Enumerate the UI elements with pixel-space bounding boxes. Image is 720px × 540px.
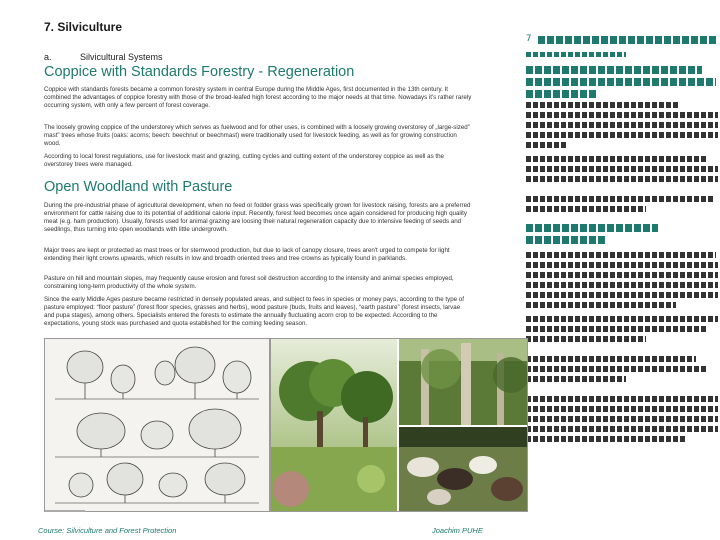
- section-title: Silvicultural Systems: [80, 52, 163, 62]
- glyph-line: [526, 156, 708, 162]
- glyph-line: [526, 426, 718, 432]
- paragraph: According to local forest regulations, use for livestock mast and grazing, cutting cycles and cutting extent of the understorey coppice as well as the overstorey trees were managed.: [44, 153, 444, 168]
- paragraph: Coppice with standards forests became a common forestry system in central Europe during the Middle Ages, first documented in the 13th century. It combined the advantages of coppice forestry with those of the broad-leafed high forest according to the major needs at that time. Nowadays it's rather rarely occurring system, with only a few percent of forest coverage.: [44, 86, 472, 109]
- glyph-line: [526, 66, 702, 74]
- glyph-line: [526, 236, 606, 244]
- glyph-line: [526, 142, 566, 148]
- glyph-line: [526, 406, 718, 412]
- glyph-line: [526, 196, 714, 202]
- paragraph: Pasture on hill and mountain slopes, may frequently cause erosion and forest soil destruction according to the intensity and animal species employed, constraining long-term productivity of the whole system.: [44, 275, 454, 290]
- woodland-pasture-photo: [270, 338, 528, 512]
- glyph-line: [526, 52, 626, 57]
- glyph-line: [526, 326, 706, 332]
- paragraph: Major trees are kept or protected as mast trees or for sternwood production, but due to lack of canopy closure, trees aren't urged to compete for light extending their light crowns upwards, which results in low and broadth oriented trees and tree crowns as typically found in parklands.: [44, 247, 450, 262]
- glyph-line: [526, 206, 646, 212]
- glyph-line: [526, 376, 626, 382]
- glyph-line: [538, 36, 718, 44]
- glyph-line: [526, 366, 706, 372]
- glyph-line: [526, 90, 596, 98]
- glyph-line: [526, 416, 718, 422]
- right-column: [524, 32, 720, 512]
- heading-woodland-pasture: Open Woodland with Pasture: [44, 179, 233, 195]
- footer-course: Course: Silviculture and Forest Protection: [38, 526, 177, 535]
- glyph-line: [526, 436, 686, 442]
- chapter-title: 7. Silviculture: [44, 20, 123, 34]
- glyph-line: [526, 112, 718, 118]
- heading-coppice: Coppice with Standards Forestry - Regeneration: [44, 64, 355, 80]
- glyph-line: [526, 176, 718, 182]
- paragraph: Since the early Middle Ages pasture became restricted in densely populated areas, and subject to fees in species or money pays, according to the type of pasture employed: “floor pasture” (forest floor species, grasses and herbs), wood pasture (buds, fruits and leaves), “earth pasture” (forest insects, larvae and pupa stages), among others. Specialists entered the forests to estimate the annually fluctuating acorn crop to be expected. According to the expectations, young stock was purchased and quota established for the coming feeding season.: [44, 296, 464, 327]
- woodland-pasture-photo-svg: [271, 339, 527, 511]
- glyph-line: [526, 356, 696, 362]
- figure-source-line: [45, 510, 85, 512]
- glyph-line: [526, 224, 658, 232]
- glyph-line: [526, 302, 676, 308]
- glyph-line: [526, 396, 718, 402]
- footer-author: Joachim PUHE: [432, 526, 483, 535]
- paragraph: The loosely growing coppice of the understorey which serves as fuelwood and for other uses, is combined with a loosely growing overstorey of „large-sized" mast" trees whose fruits (oaks: acorns; beech: beechnut or beechmast) were traditionally used for livestock feeding, as well as for growing construction wood.: [44, 124, 470, 147]
- glyph-line: [526, 122, 718, 128]
- glyph-line: [526, 272, 718, 278]
- glyph-line: [526, 282, 718, 288]
- coppice-diagram: [44, 338, 270, 512]
- section-letter: a.: [44, 52, 52, 62]
- glyph-line: [526, 262, 718, 268]
- glyph-line: [526, 252, 716, 258]
- glyph-line: [526, 102, 680, 108]
- glyph-line: [526, 78, 716, 86]
- glyph-line: [526, 166, 718, 172]
- right-column-number: 7: [526, 34, 532, 44]
- glyph-line: [526, 316, 718, 322]
- glyph-line: [526, 336, 646, 342]
- coppice-diagram-svg: [45, 339, 269, 511]
- paragraph: During the pre-industrial phase of agricultural development, when no feed or fodder grass was specifically grown for livestock raising, forests are a preferred environment for cattle raising due to its potential of additional calorie input. Recently, forest feed becomes once again considered for producing high quality meat (e.g. ham production). Usually, forests used for animal grazing are loosing their natural regeneration capacity due to intensive feeding of seeds and seedlings, thus turning into open woodlands with little undergrowth.: [44, 202, 471, 233]
- glyph-line: [526, 132, 718, 138]
- glyph-line: [526, 292, 718, 298]
